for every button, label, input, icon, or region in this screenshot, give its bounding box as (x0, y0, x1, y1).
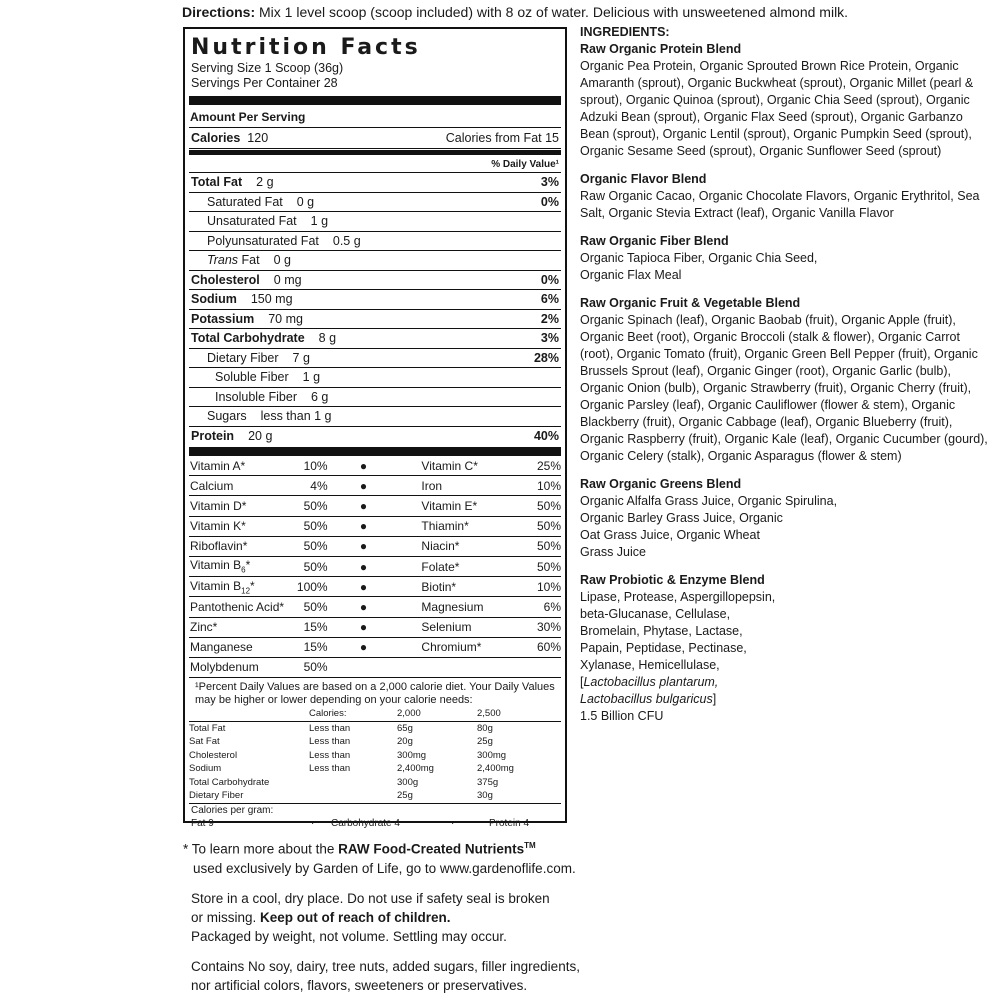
nutrient-name: Saturated Fat (207, 194, 283, 209)
table-cell (309, 776, 397, 790)
blend-line: beta-Glucanase, Cellulase, (580, 607, 731, 621)
vitamin-asterisk: * (250, 578, 255, 593)
vitamin-grid (189, 456, 561, 678)
nutrient-label (191, 429, 272, 443)
nutrient-dv: 3% (540, 331, 559, 346)
bullet-icon: ● (359, 478, 368, 493)
vitamin-dv: 15% (303, 640, 328, 655)
blend-line: Grass Juice (580, 545, 646, 559)
nutrient-row-potassium (189, 310, 561, 330)
blend-name: Raw Organic Fiber Blend (580, 234, 729, 248)
calories-row (189, 128, 561, 149)
vitamin-dv: 15% (303, 620, 328, 635)
vitamin-dv: 25% (536, 458, 562, 473)
nutrient-name: Sugars (207, 409, 247, 424)
blend-cfu: 1.5 Billion CFU (580, 709, 664, 723)
nutrient-row-dietary-fiber (189, 349, 561, 369)
table-cell: Less than (309, 736, 351, 748)
vitamin-name: Vitamin K* (190, 519, 246, 534)
ingredient-blend (580, 171, 990, 222)
nutrient-amount: 70 mg (268, 311, 303, 326)
bullet-icon: ● (359, 599, 368, 614)
blend-line: Lipase, Protease, Aspergillopepsin, (580, 590, 776, 604)
table-row (189, 762, 561, 776)
nutrient-label (207, 195, 314, 209)
table-cell: Total Fat (189, 722, 226, 734)
nutrient-amount: 7 g (292, 350, 310, 365)
blend-name: Raw Organic Greens Blend (580, 477, 742, 491)
table-cell: 300mg (477, 749, 507, 761)
table-cell: Cholesterol (189, 749, 238, 761)
nutrient-row-total-carbohydrate (189, 329, 561, 349)
contains-line-2: nor artificial colors, flavors, sweeteners or preservatives. (191, 977, 528, 993)
vitamin-dv: 50% (536, 559, 562, 574)
table-cell: Less than (309, 749, 351, 761)
blend-line: Organic Barley Grass Juice, Organic (580, 511, 783, 525)
nutrient-row-trans-fat (189, 251, 561, 271)
nutrient-amount: 0 g (296, 194, 315, 209)
vitamin-row (189, 638, 561, 658)
vitamin-subscript: 12 (241, 585, 251, 595)
bullet-icon: ● (359, 498, 368, 513)
vitamin-dv: 10% (536, 579, 562, 594)
nutrient-label (207, 253, 291, 267)
vitamin-name: Niacin* (421, 539, 460, 554)
nutrition-facts-title: Nutrition Facts (191, 35, 421, 60)
nutrient-amount: 8 g (318, 331, 337, 346)
nutrient-dv: 3% (540, 175, 559, 190)
vitamin-row (189, 517, 561, 537)
blend-line: Papain, Peptidase, Pectinase, (580, 641, 747, 655)
vitamin-dv: 50% (536, 539, 562, 554)
vitamin-name: Calcium (190, 478, 234, 493)
vitamin-row (189, 557, 561, 577)
learn-pre: To learn more about the (191, 841, 339, 857)
vitamin-name: Thiamin* (421, 519, 469, 534)
vitamin-name: Chromium* (421, 640, 482, 655)
blend-text: Raw Organic Cacao, Organic Chocolate Flavors, Organic Erythritol, Sea Salt, Organic Stevia Extract (leaf), Organic Vanilla Flavor (580, 189, 980, 220)
store-line-2-bold: Keep out of reach of children. (260, 909, 451, 925)
table-row (189, 776, 561, 790)
nutrient-row-saturated-fat (189, 193, 561, 213)
bullet-icon: ● (359, 519, 368, 534)
nutrient-row-unsaturated-fat (189, 212, 561, 232)
blend-name: Raw Probiotic & Enzyme Blend (580, 573, 765, 587)
daily-value-header-text: % Daily Value¹ (491, 158, 559, 170)
blend-line: Bromelain, Phytase, Lactase, (580, 624, 743, 638)
nutrient-dv: 40% (533, 428, 559, 443)
daily-value-header (189, 156, 561, 173)
vitamin-name-b6 (189, 558, 288, 574)
nutrient-name: Insoluble Fiber (215, 389, 297, 404)
blend-text: Organic Spinach (leaf), Organic Baobab (fruit), Organic Apple (fruit), Organic Beet (root), Organic Broccoli (stalk & flower), Organic Carrot (root), Organic Tomato (fruit), Organic Green Bell Pepper (fruit), Organic Brussels Sprout (leaf), Organic Ginger (root), Organic Garlic (bulb), Organic Onion (bulb), Organic Strawberry (fruit), Organic Cherry (fruit), Organic Parsley (leaf), Organic Cauliflower (flower & stem), Organic Blackberry (fruit), Organic Cabbage (leaf), Organic Blueberry (fruit), Organic Raspberry (fruit), Organic Kale (leaf), Organic Cucumber (gourd), Organic Celery (stalk), Organic Asparagus (flower & stem) (580, 313, 988, 463)
vitamin-name: Manganese (190, 640, 253, 655)
nutrient-name-italic: Trans (207, 253, 239, 268)
vitamin-dv: 50% (303, 539, 328, 554)
nutrient-name: Potassium (191, 311, 255, 326)
divider-thick (189, 96, 561, 105)
vitamin-dv: 50% (303, 498, 328, 513)
table-cell: Sodium (189, 763, 222, 775)
nutrient-amount: 1 g (302, 370, 321, 385)
trademark: TM (524, 841, 536, 850)
store-line-1: Store in a cool, dry place. Do not use if safety seal is broken (191, 890, 550, 906)
store-line-2-pre: or missing. (191, 909, 261, 925)
directions-label: Directions: (182, 4, 256, 20)
nutrient-label (191, 292, 293, 306)
nutrient-name: Fat (238, 253, 260, 268)
vitamin-name: Vitamin B (190, 558, 242, 573)
vitamin-name: Magnesium (421, 599, 484, 614)
blend-name: Raw Organic Protein Blend (580, 42, 742, 56)
vitamin-asterisk: * (245, 558, 251, 573)
nutrient-name: Protein (191, 428, 235, 443)
vitamin-dv: 60% (536, 640, 562, 655)
cpg-separator: · (451, 818, 455, 830)
bullet-icon: ● (359, 559, 368, 574)
vitamin-dv: 50% (303, 660, 328, 675)
table-row (189, 749, 561, 763)
nutrient-row-protein (189, 427, 561, 446)
probiotic-strain: Lactobacillus plantarum, (583, 675, 719, 689)
vitamin-row (189, 496, 561, 516)
blend-line: Organic Alfalfa Grass Juice, Organic Spirulina, (580, 494, 838, 508)
nutrient-name: Total Fat (191, 175, 243, 190)
vitamin-name: Riboflavin* (190, 539, 248, 554)
table-cell: Less than (309, 763, 351, 775)
nutrient-amount: 0.5 g (332, 233, 361, 248)
vitamin-name: Pantothenic Acid* (190, 599, 285, 614)
nutrient-amount: 0 mg (273, 272, 302, 287)
table-cell (189, 707, 309, 721)
nutrient-amount: 150 mg (250, 292, 293, 307)
vitamin-name: Molybdenum (190, 660, 259, 675)
nutrient-amount: less than 1 g (260, 409, 332, 424)
nutrient-dv: 2% (540, 311, 559, 326)
table-cell: 2,400mg (477, 763, 514, 775)
nutrient-name: Polyunsaturated Fat (207, 233, 319, 248)
blend-line-italic: [Lactobacillus plantarum, (580, 675, 719, 689)
calories-per-gram-label: Calories per gram: (189, 803, 561, 818)
nutrient-label (191, 175, 274, 189)
amount-per-serving-label: Amount Per Serving (190, 110, 306, 124)
learn-post: used exclusively by Garden of Life, go to www.gardenoflife.com. (193, 860, 576, 876)
table-cell: Sat Fat (189, 736, 220, 748)
divider-medium (189, 150, 561, 155)
vitamin-name: Iron (421, 478, 443, 493)
vitamin-name: Vitamin D* (190, 498, 247, 513)
vitamin-row (189, 577, 561, 597)
table-cell: 2,000 (397, 707, 477, 721)
serving-size: Serving Size 1 Scoop (36g) (191, 61, 344, 75)
ingredient-blend (580, 41, 990, 160)
nutrient-amount: 1 g (310, 214, 329, 229)
table-cell: Dietary Fiber (189, 790, 244, 802)
vitamin-name: Folate* (421, 559, 460, 574)
vitamin-dv: 50% (536, 519, 562, 534)
probiotic-strain: Lactobacillus bulgaricus (580, 692, 713, 706)
vitamin-subscript: 6 (241, 565, 246, 575)
table-row (189, 789, 561, 803)
nutrient-row-polyunsaturated-fat (189, 232, 561, 252)
table-cell: 2,400mg (397, 763, 434, 775)
table-cell: 2,500 (477, 707, 561, 721)
table-cell: 300g (397, 776, 419, 788)
nutrient-row-insoluble-fiber (189, 388, 561, 408)
nutrient-dv: 0% (540, 272, 559, 287)
vitamin-dv: 6% (543, 599, 562, 614)
vitamin-dv: 50% (303, 599, 328, 614)
table-row (189, 721, 561, 735)
table-cell: 30g (477, 790, 493, 802)
contains-line-1: Contains No soy, dairy, tree nuts, added sugars, filler ingredients, (191, 958, 580, 974)
table-row (189, 735, 561, 749)
ingredient-blend (580, 233, 990, 284)
table-cell: 375g (477, 776, 499, 788)
blend-text: Organic Tapioca Fiber, Organic Chia Seed, Organic Flax Meal (580, 251, 818, 282)
nutrient-label (207, 214, 328, 228)
nutrient-label (207, 234, 361, 248)
contains-note (183, 957, 603, 995)
nutrient-amount: 2 g (256, 175, 274, 190)
cpg-protein: Protein 4 (489, 818, 530, 830)
blend-line: Oat Grass Juice, Organic Wheat (580, 528, 760, 542)
vitamin-name: Vitamin A* (190, 458, 246, 473)
calories-left (191, 131, 268, 145)
blend-line-italic: Lactobacillus bulgaricus] (580, 692, 717, 706)
nutrient-label (207, 409, 332, 423)
nutrition-facts-panel (183, 27, 567, 830)
nutrient-name: Soluble Fiber (215, 370, 289, 385)
table-cell: 25g (397, 790, 413, 802)
calories-per-gram-row (189, 817, 561, 831)
cpg-fat: Fat 9 (191, 818, 214, 830)
table-cell: 65g (397, 722, 413, 734)
nutrient-dv: 6% (540, 292, 559, 307)
bullet-icon: ● (359, 579, 368, 594)
ingredient-blend (580, 295, 990, 465)
blend-name: Organic Flavor Blend (580, 172, 707, 186)
blend-line: Xylanase, Hemicellulase, (580, 658, 720, 672)
vitamin-row (189, 537, 561, 557)
daily-value-table (189, 707, 561, 803)
nutrient-name: Total Carbohydrate (191, 331, 305, 346)
vitamin-row (189, 476, 561, 496)
vitamin-name: Vitamin B (190, 578, 242, 593)
nutrient-label (215, 370, 320, 384)
table-cell (309, 789, 397, 803)
nutrient-amount: 20 g (248, 428, 273, 443)
storage-note (183, 889, 603, 946)
table-cell: Less than (309, 722, 351, 734)
nutrient-name: Sodium (191, 292, 237, 307)
nutrient-label (191, 273, 302, 287)
nutrient-row-cholesterol (189, 271, 561, 291)
nutrient-name: Dietary Fiber (207, 350, 279, 365)
table-cell: 300mg (397, 749, 427, 761)
store-line-3: Packaged by weight, not volume. Settling may occur. (191, 928, 507, 944)
directions-text: Mix 1 level scoop (scoop included) with 8 oz of water. Delicious with unsweetened almond milk. (255, 4, 849, 20)
learn-more-note: * To learn more about the RAW Food-Created Nutrients™ used exclusively by Garden of Life, go to www.gardenoflife.com. (183, 841, 576, 876)
bullet-icon: ● (359, 539, 368, 554)
blend-name: Raw Organic Fruit & Vegetable Blend (580, 296, 801, 310)
nutrient-label (191, 312, 303, 326)
bullet-icon: ● (359, 458, 368, 473)
amount-per-serving (189, 107, 561, 128)
nutrient-label (207, 351, 310, 365)
vitamin-name: Biotin* (421, 579, 457, 594)
vitamin-dv: 50% (303, 519, 328, 534)
vitamin-name-b12 (189, 579, 288, 595)
nutrient-label (215, 390, 328, 404)
nutrient-dv: 0% (540, 194, 559, 209)
vitamin-row (189, 597, 561, 617)
divider-thick (189, 447, 561, 456)
daily-value-footnote: ¹Percent Daily Values are based on a 2,000 calorie diet. Your Daily Values may be higher or lower depending on your calorie needs: (195, 681, 555, 707)
vitamin-dv: 30% (536, 620, 562, 635)
nutrient-name: Unsaturated Fat (207, 214, 297, 229)
table-cell: 20g (397, 736, 413, 748)
bullet-icon: ● (359, 620, 368, 635)
cpg-separator: · (311, 818, 315, 830)
vitamin-name: Vitamin E* (421, 498, 478, 513)
vitamin-name: Vitamin C* (421, 458, 478, 473)
ingredients-section (580, 24, 990, 736)
calories-label: Calories (191, 131, 241, 145)
nutrient-dv: 28% (533, 350, 559, 365)
ingredient-blend (580, 476, 990, 561)
table-cell: Total Carbohydrate (189, 776, 270, 788)
nutrient-row-total-fat (189, 173, 561, 193)
learn-bold: RAW Food-Created Nutrients (338, 841, 525, 857)
vitamin-row (189, 618, 561, 638)
directions (182, 3, 992, 21)
daily-value-table-header (189, 707, 561, 721)
vitamin-dv: 10% (303, 458, 328, 473)
bullet-icon: ● (359, 640, 368, 655)
table-cell: 25g (477, 736, 493, 748)
calories-value: 120 (247, 131, 269, 145)
table-cell: 80g (477, 722, 493, 734)
vitamin-dv: 50% (303, 559, 328, 574)
cpg-carbohydrate: Carbohydrate 4 (331, 818, 400, 830)
calories-from-fat: Calories from Fat 15 (445, 131, 559, 145)
vitamin-row (189, 456, 561, 476)
vitamin-dv: 100% (296, 579, 328, 594)
notes-section (183, 836, 603, 1006)
servings-per-container: Servings Per Container 28 (191, 76, 338, 90)
vitamin-row (189, 658, 561, 678)
vitamin-dv: 10% (536, 478, 562, 493)
ingredients-title: INGREDIENTS: (580, 25, 670, 39)
nutrient-amount: 0 g (273, 253, 291, 268)
nutrient-label (191, 331, 336, 345)
vitamin-name: Selenium (421, 620, 472, 635)
blend-text: Organic Pea Protein, Organic Sprouted Brown Rice Protein, Organic Amaranth (sprout), Organic Buckwheat (sprout), Organic Millet (pearl & sprout), Organic Quinoa (sprout), Organic Chia Seed (sprout), Organic Adzuki Bean (sprout), Organic Flax Seed (sprout), Organic Garbanzo Bean (sprout), Organic Lentil (sprout), Organic Pumpkin Seed (sprout), Organic Sesame Seed (sprout), Organic Sunflower Seed (sprout) (580, 59, 974, 158)
table-cell: Calories: (309, 707, 397, 721)
vitamin-name: Zinc* (190, 620, 218, 635)
nutrient-name: Cholesterol (191, 272, 260, 287)
ingredient-blend (580, 572, 990, 725)
nutrient-row-soluble-fiber (189, 368, 561, 388)
nutrient-row-sodium (189, 290, 561, 310)
nutrient-row-sugars (189, 407, 561, 427)
nutrient-amount: 6 g (311, 389, 329, 404)
vitamin-dv: 4% (310, 478, 328, 493)
vitamin-dv: 50% (536, 498, 562, 513)
